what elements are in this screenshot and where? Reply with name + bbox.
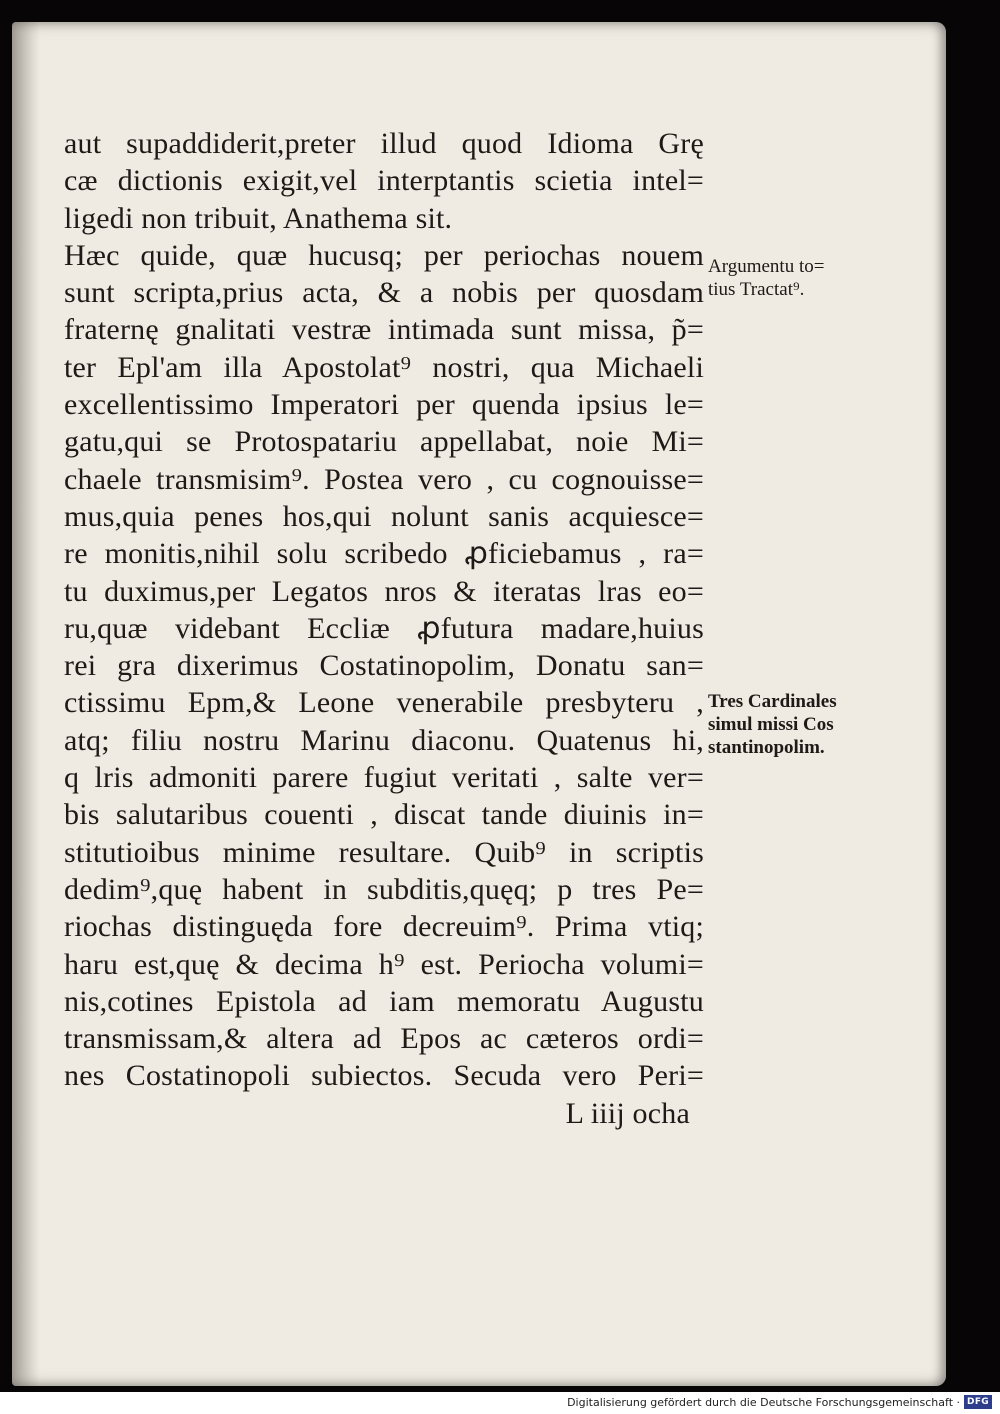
book-page xyxy=(12,22,946,1386)
text-line: nes Costatinopoli subiectos. Secuda vero Peri= xyxy=(64,1059,704,1093)
page-gutter-shadow xyxy=(12,22,40,1386)
text-line: ctissimu Epm,& Leone venerabile presbyteru , xyxy=(64,686,704,720)
text-line: Hæc quide, quæ hucusq; per periochas nouem xyxy=(64,238,704,272)
main-text-block xyxy=(64,125,704,1132)
text-line: q lris admoniti parere fugiut veritati , salte ver= xyxy=(64,761,704,795)
text-line: transmissam,& altera ad Epos ac cæteros ordi= xyxy=(64,1022,704,1056)
digitization-footer xyxy=(0,1392,1000,1414)
text-line: cæ dictionis exigit,vel interptantis scietia intel= xyxy=(64,164,704,198)
dfg-logo: DFG xyxy=(964,1395,992,1409)
text-line: bis salutaribus couenti , discat tande diuinis in= xyxy=(64,798,704,832)
text-line: sunt scripta,prius acta, & a nobis per quosdam xyxy=(64,276,704,310)
marginal-note-line: simul missi Cos xyxy=(708,714,834,735)
text-line: fraternę gnalitati vestræ intimada sunt missa, p̃= xyxy=(64,313,704,347)
marginal-note-cardinals xyxy=(708,690,918,759)
text-line: atq; filiu nostru Marinu diaconu. Quatenus hi, xyxy=(64,723,704,757)
text-line: chaele transmisim⁹. Postea vero , cu cognouisse= xyxy=(64,462,704,496)
marginal-note-line: stantinopolim. xyxy=(708,737,825,758)
signature-catchword: L iiij ocha xyxy=(565,1096,690,1130)
funding-credit: Digitalisierung gefördert durch die Deutsche Forschungsgemeinschaft · xyxy=(567,1396,960,1409)
marginal-note-line: tius Tractat⁹. xyxy=(708,279,805,300)
text-line: riochas distinguęda fore decreuim⁹. Prima vtiq; xyxy=(64,910,704,944)
text-line: rei gra dixerimus Costatinopolim, Donatu san= xyxy=(64,649,704,683)
text-line: haru est,quę & decima h⁹ est. Periocha volumi= xyxy=(64,947,704,981)
text-line: ligedi non tribuit, Anathema sit. xyxy=(64,201,453,235)
marginal-note-argument xyxy=(708,255,918,301)
text-line: excellentissimo Imperatori per quenda ipsius le= xyxy=(64,388,704,422)
text-line: gatu,qui se Protospatariu appellabat, noie Mi= xyxy=(64,425,704,459)
text-line: ru,quæ videbant Eccliæ ꝓfutura madare,huius xyxy=(64,611,704,645)
text-line: re monitis,nihil solu scribedo ꝓficiebamus , ra= xyxy=(64,537,704,571)
text-line: mus,quia penes hos,qui nolunt sanis acquiesce= xyxy=(64,499,704,533)
marginal-note-line: Argumentu to= xyxy=(708,256,825,277)
text-line: dedim⁹,quę habent in subditis,quęq; p tres Pe= xyxy=(64,872,704,906)
text-line: nis,cotines Epistola ad iam memoratu Augustu xyxy=(64,984,704,1018)
marginal-note-line: Tres Cardinales xyxy=(708,691,837,712)
text-line: stitutioibus minime resultare. Quib⁹ in scriptis xyxy=(64,835,704,869)
text-line: aut supaddiderit,preter illud quod Idioma Grę xyxy=(64,127,704,160)
text-line: ter Epl'am illa Apostolat⁹ nostri, qua Michaeli xyxy=(64,350,704,384)
text-line: tu duximus,per Legatos nros & iteratas lras eo= xyxy=(64,574,704,608)
